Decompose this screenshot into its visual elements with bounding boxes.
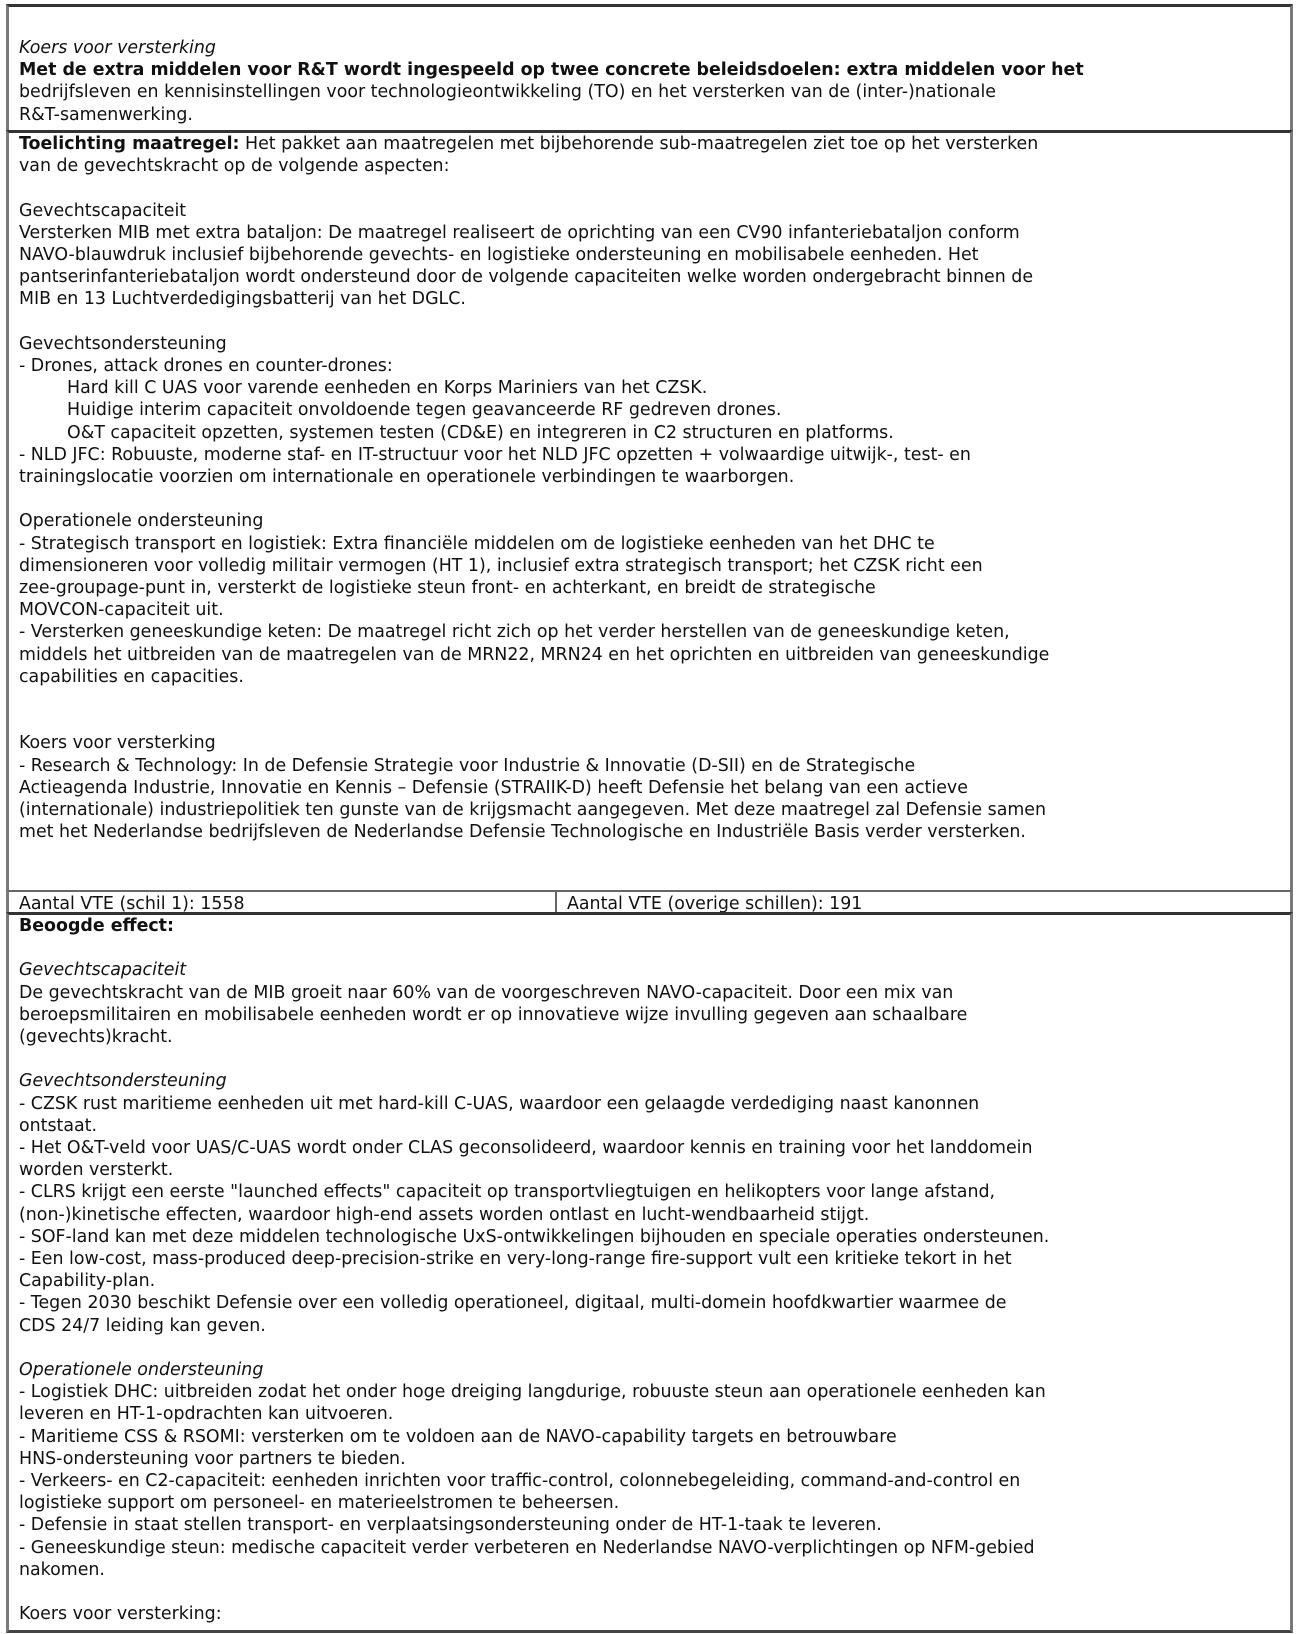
list-item: - SOF-land kan met deze middelen technologische UxS-ontwikkelingen bijhouden en speciale operaties ondersteunen.: [19, 1226, 1050, 1247]
subsection-heading: Koers voor versterking:: [19, 1604, 222, 1625]
list-item: - NLD JFC: Robuuste, moderne staf- en IT-structuur voor het NLD JFC opzetten + volwaardige uitwijk-, test- en: [19, 444, 971, 465]
list-item: MOVCON-capaciteit uit.: [19, 600, 224, 621]
sub-list-item: Hard kill C UAS voor varende eenheden en Korps Mariniers van het CZSK.: [67, 378, 708, 399]
list-item: nakomen.: [19, 1559, 105, 1580]
list-item: - Geneeskundige steun: medische capaciteit verder verbeteren en Nederlandse NAVO-verplichtingen op NFM-gebied: [19, 1537, 1035, 1558]
paragraph-line: (gevechts)kracht.: [19, 1027, 173, 1047]
paragraph-line: Met de extra middelen voor R&T wordt ingespeeld op twee concrete beleidsdoelen: extra middelen voor het: [19, 60, 1084, 81]
subsection-heading: Gevechtsondersteuning: [19, 1071, 227, 1092]
list-item: dimensioneren voor volledig militair vermogen (HT 1), inclusief extra strategisch transport; het CZSK richt een: [19, 555, 983, 576]
subsection-heading: Operationele ondersteuning: [19, 511, 264, 532]
sub-list-item: Huidige interim capaciteit onvoldoende tegen geavanceerde RF gedreven drones.: [67, 400, 782, 421]
list-item: met het Nederlandse bedrijfsleven de Nederlandse Defensie Technologische en Industriële Basis verder versterken.: [19, 822, 1026, 843]
toelichting-text: Het pakket aan maatregelen met bijbehorende sub-maatregelen ziet toe op het versterken: [239, 134, 1039, 154]
list-item: - CLRS krijgt een eerste "launched effects" capaciteit op transportvliegtuigen en helikopters voor lange afstand,: [19, 1182, 996, 1203]
subsection-heading: Gevechtscapaciteit: [19, 960, 187, 981]
sub-list-item: O&T capaciteit opzetten, systemen testen (CD&E) en integreren in C2 structuren en platforms.: [67, 422, 894, 443]
subsection-heading: Operationele ondersteuning: [19, 1360, 264, 1381]
document-page: [6, 4, 1293, 1633]
list-item: - Versterken geneeskundige keten: De maatregel richt zich op het verder herstellen van de geneeskundige keten,: [19, 622, 1010, 643]
list-item: - Verkeers- en C2-capaciteit: eenheden inrichten voor traffic-control, colonnebegeleiding, command-and-control en: [19, 1471, 1021, 1492]
list-item: Actieagenda Industrie, Innovatie en Kennis – Defensie (STRAIIK-D) heeft Defensie het belang van een actieve: [19, 777, 968, 798]
subsection-heading: Koers voor versterking: [19, 733, 216, 754]
paragraph-line: bedrijfsleven en kennisinstellingen voor technologieontwikkeling (TO) en het versterken van de (inter-)nationale: [19, 82, 996, 103]
list-item: Capability-plan.: [19, 1271, 156, 1292]
paragraph-line: pantserinfanteriebataljon wordt ondersteund door de volgende capaciteiten welke worden ondergebracht binnen de: [19, 267, 1034, 288]
list-item: (internationale) industriepolitiek ten gunste van de krijgsmacht aangegeven. Met deze maatregel zal Defensie samen: [19, 800, 1047, 821]
toelichting-label: Toelichting maatregel:: [19, 134, 240, 154]
paragraph-line: NAVO-blauwdruk inclusief bijbehorende gevechts- en logistieke ondersteuning en mobilisabele eenheden. Het: [19, 245, 979, 265]
list-item: - Tegen 2030 beschikt Defensie over een volledig operationeel, digitaal, multi-domein hoofdkwartier waarmee de: [19, 1293, 1007, 1314]
vte-schil1: Aantal VTE (schil 1): 1558: [9, 892, 557, 912]
list-item: - Logistiek DHC: uitbreiden zodat het onder hoge dreiging langdurige, robuuste steun aan operationele eenheden kan: [19, 1382, 1046, 1403]
toelichting-maatregel-cell: [6, 130, 1293, 890]
list-item: leveren en HT-1-opdrachten kan uitvoeren.: [19, 1404, 394, 1425]
list-item: - Strategisch transport en logistiek: Extra financiële middelen om de logistieke eenheden van het DHC te: [19, 533, 935, 554]
list-item: capabilities en capacities.: [19, 666, 244, 687]
list-item: - Maritieme CSS & RSOMI: versterken om te voldoen aan de NAVO-capability targets en betrouwbare: [19, 1426, 897, 1447]
paragraph-line: Versterken MIB met extra bataljon: De maatregel realiseert de oprichting van een CV90 infanteriebataljon conform: [19, 222, 1020, 243]
vte-overige: Aantal VTE (overige schillen): 191: [567, 894, 863, 912]
paragraph-line: De gevechtskracht van de MIB groeit naar 60% van de voorgeschreven NAVO-capaciteit. Door een mix van: [19, 982, 954, 1003]
list-item: - Het O&T-veld voor UAS/C-UAS wordt onder CLAS geconsolideerd, waardoor kennis en training voor het landdomein: [19, 1138, 1033, 1158]
paragraph-line: R&T-samenwerking.: [19, 104, 193, 125]
list-item: - CZSK rust maritieme eenheden uit met hard-kill C-UAS, waardoor een gelaagde verdediging naast kanonnen: [19, 1093, 980, 1114]
subsection-heading: Gevechtsondersteuning: [19, 333, 227, 354]
list-item: - Drones, attack drones en counter-drones:: [19, 356, 393, 376]
vte-row: [6, 890, 1293, 912]
list-item: - Research & Technology: In de Defensie Strategie voor Industrie & Innovatie (D-SII) en de Strategische: [19, 755, 916, 776]
section-heading: Koers voor versterking: [19, 38, 216, 58]
paragraph-line: beroepsmilitairen en mobilisabele eenheden wordt er op innovatieve wijze invulling gegeven aan schaalbare: [19, 1004, 968, 1025]
section-title: Beoogde effect:: [19, 916, 174, 936]
list-item: ontstaat.: [19, 1115, 98, 1136]
list-item: middels het uitbreiden van de maatregelen van de MRN22, MRN24 en het oprichten en uitbreiden van geneeskundige: [19, 644, 1050, 665]
list-item: - Een low-cost, mass-produced deep-precision-strike en very-long-range fire-support vult een kritieke tekort in het: [19, 1249, 1012, 1270]
list-item: logistieke support om personeel- en materieelstromen te beheersen.: [19, 1493, 620, 1514]
koers-rt-cell: [6, 4, 1293, 130]
list-item: trainingslocatie voorzien om internationale en operationele verbindingen te waarborgen.: [19, 467, 795, 488]
list-item: (non-)kinetische effecten, waardoor high-end assets worden ontlast en lucht-wendbaarheid stijgt.: [19, 1204, 870, 1225]
paragraph-line: van de gevechtskracht op de volgende aspecten:: [19, 156, 450, 177]
list-item: worden versterkt.: [19, 1160, 174, 1181]
beoogde-effect-cell: [6, 912, 1293, 1633]
list-item: - Defensie in staat stellen transport- en verplaatsingsondersteuning onder de HT-1-taak te leveren.: [19, 1515, 882, 1536]
paragraph-line: MIB en 13 Luchtverdedigingsbatterij van het DGLC.: [19, 289, 466, 310]
subsection-heading: Gevechtscapaciteit: [19, 200, 187, 221]
list-item: zee-groupage-punt in, versterkt de logistieke steun front- en achterkant, en breidt de strategische: [19, 578, 876, 599]
list-item: CDS 24/7 leiding kan geven.: [19, 1315, 266, 1336]
list-item: HNS-ondersteuning voor partners te bieden.: [19, 1448, 406, 1469]
